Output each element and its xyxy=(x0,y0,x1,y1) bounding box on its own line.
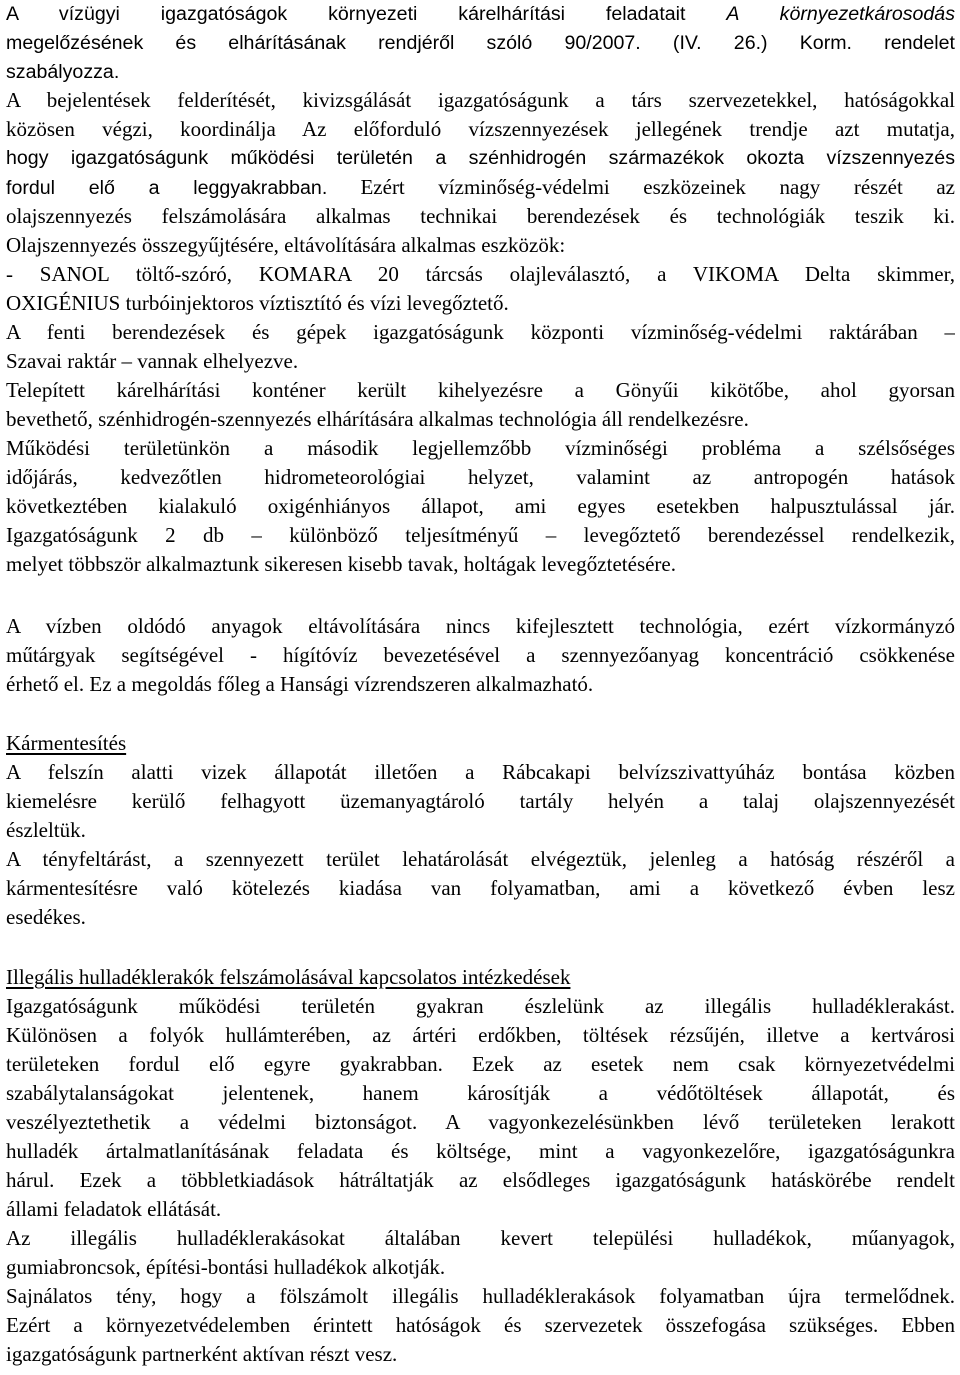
text-line: Szavai raktár – vannak elhelyezve. xyxy=(6,349,299,373)
section-karmentesites xyxy=(6,729,955,932)
paragraph-detection xyxy=(6,86,955,144)
text-line: hulladék ártalmatlanításának feladata és költsége, mint a vagyonkezelőre, igazgatóságunkra xyxy=(6,1139,955,1163)
section-illegalis xyxy=(6,963,955,1369)
text-line: szabályozza. xyxy=(6,61,120,83)
text-line: - SANOL töltő-szóró, KOMARA 20 tárcsás olajleválasztó, a VIKOMA Delta skimmer, xyxy=(6,262,955,286)
text-line: A bejelentések felderítését, kivizsgálását igazgatóságunk a társ szervezetekkel, hatóságokkal xyxy=(6,88,955,112)
text-line: állami feladatok ellátását. xyxy=(6,1197,222,1221)
text-line: műtárgyak segítségével - hígítóvíz bevezetésével a szennyezőanyag koncentráció csökkenése xyxy=(6,643,955,667)
text-line: időjárás, kedvezőtlen hidrometeorológiai helyzet, valamint az antropogén hatások xyxy=(6,465,955,489)
text-line: A fenti berendezések és gépek igazgatóságunk központi vízminőség-védelmi raktárában – xyxy=(6,320,955,344)
section-heading: Illegális hulladéklerakók felszámolásával kapcsolatos intézkedések xyxy=(6,965,571,989)
paragraph-hydrocarbon xyxy=(6,144,955,202)
text-line: kiemelésre kerülő felhagyott üzemanyagtároló tartály helyén a talaj olajszennyezését xyxy=(6,789,955,813)
regulation-title-italic: A környezetkárosodás xyxy=(726,3,955,25)
text-line: érhető el. Ez a megoldás főleg a Hansági vízrendszeren alkalmazható. xyxy=(6,672,594,696)
paragraph-dissolved xyxy=(6,612,955,699)
text-line: Sajnálatos tény, hogy a fölszámolt illegális hulladéklerakások folyamatban újra termelődnek. xyxy=(6,1284,955,1308)
text-line: veszélyeztethetik a védelmi biztonságot. A vagyonkezelésünkben lévő területeken lerakott xyxy=(6,1110,955,1134)
text-line: A felszín alatti vizek állapotát illetően a Rábcakapi belvízszivattyúház bontása közben xyxy=(6,760,955,784)
text-line: hárul. Ezek a többletkiadások hátráltatják az elsődleges igazgatóságunk hatáskörébe rendelt xyxy=(6,1168,955,1192)
text-line: területeken fordul elő egyre gyakrabban. Ezek az esetek nem csak környezetvédelmi xyxy=(6,1052,955,1076)
text-line: Igazgatóságunk 2 db – különböző teljesítményű – levegőztető berendezéssel rendelkezik, xyxy=(6,523,955,547)
text-line: fordul elő a leggyakrabban. Ezért vízminőség-védelmi eszközeinek nagy részét az xyxy=(6,175,955,199)
section-heading: Kármentesítés xyxy=(6,731,127,755)
text-line: Az illegális hulladéklerakásokat általában kevert települési hulladékok, műanyagok, xyxy=(6,1226,955,1250)
text-line: A vízügyi igazgatóságok környezeti kárelhárítási feladatait A környezetkárosodás xyxy=(6,3,955,25)
text-line xyxy=(6,729,955,758)
text-line: következtében kialakuló oxigénhiányos állapot, ami egyes esetekben halpusztulással jár. xyxy=(6,494,955,518)
text-line xyxy=(6,963,955,992)
text-line: bevethető, szénhidrogén-szennyezés elhárítására alkalmas technológia áll rendelkezésre. xyxy=(6,407,749,431)
text-line: kármentesítésre való kötelezés kiadása van folyamatban, ami a következő évben lesz xyxy=(6,876,955,900)
text-line: Működési területünkön a második legjellemzőbb vízminőségi probléma a szélsőséges xyxy=(6,436,955,460)
text-line: megelőzésének és elhárításának rendjéről szóló 90/2007. (IV. 26.) Korm. rendelet xyxy=(6,32,955,54)
text-line: A vízben oldódó anyagok eltávolítására nincs kifejlesztett technológia, ezért vízkormányzó xyxy=(6,614,955,638)
text-line: Igazgatóságunk működési területén gyakran észlelünk az illegális hulladéklerakást. xyxy=(6,994,955,1018)
text-line: Ezért a környezetvédelemben érintett hatóságok és szervezetek összefogása szükséges. Ebben xyxy=(6,1313,955,1337)
text-line: Telepített kárelhárítási konténer került kihelyezésre a Gönyűi kikötőbe, ahol gyorsan xyxy=(6,378,955,402)
text-line: esedékes. xyxy=(6,905,86,929)
text-line: észleltük. xyxy=(6,818,86,842)
text-line: gumiabroncsok, építési-bontási hulladékok alkotják. xyxy=(6,1255,446,1279)
text-line: olajszennyezés felszámolására alkalmas technikai berendezések és technológiák teszik ki. xyxy=(6,204,955,228)
text-line: Különösen a folyók hullámterében, az ártéri erdőkben, töltések rézsűjén, illetve a kertvárosi xyxy=(6,1023,955,1047)
paragraph-equipment xyxy=(6,202,955,579)
text-line: A tényfeltárást, a szennyezett terület lehatárolását elvégeztük, jelenleg a hatóság részéről a xyxy=(6,847,955,871)
intro-paragraph xyxy=(6,0,955,87)
text-line: igazgatóságunk partnerként aktívan részt vesz. xyxy=(6,1342,398,1366)
text-line: szabálytalanságokat jelentenek, hanem károsítják a védőtöltések állapotát, és xyxy=(6,1081,955,1105)
text-line: hogy igazgatóságunk működési területén a szénhidrogén származékok okozta vízszennyezés xyxy=(6,147,955,169)
text-line: melyet többször alkalmaztunk sikeresen kisebb tavak, holtágak levegőztetésére. xyxy=(6,552,677,576)
text-line: Olajszennyezés összegyűjtésére, eltávolítására alkalmas eszközök: xyxy=(6,233,566,257)
text-line: közösen végzi, koordinálja Az előforduló vízszennyezések jellegének trendje azt mutatja, xyxy=(6,117,955,141)
text-line: OXIGÉNIUS turbóinjektoros víztisztító és vízi levegőztető. xyxy=(6,291,509,315)
